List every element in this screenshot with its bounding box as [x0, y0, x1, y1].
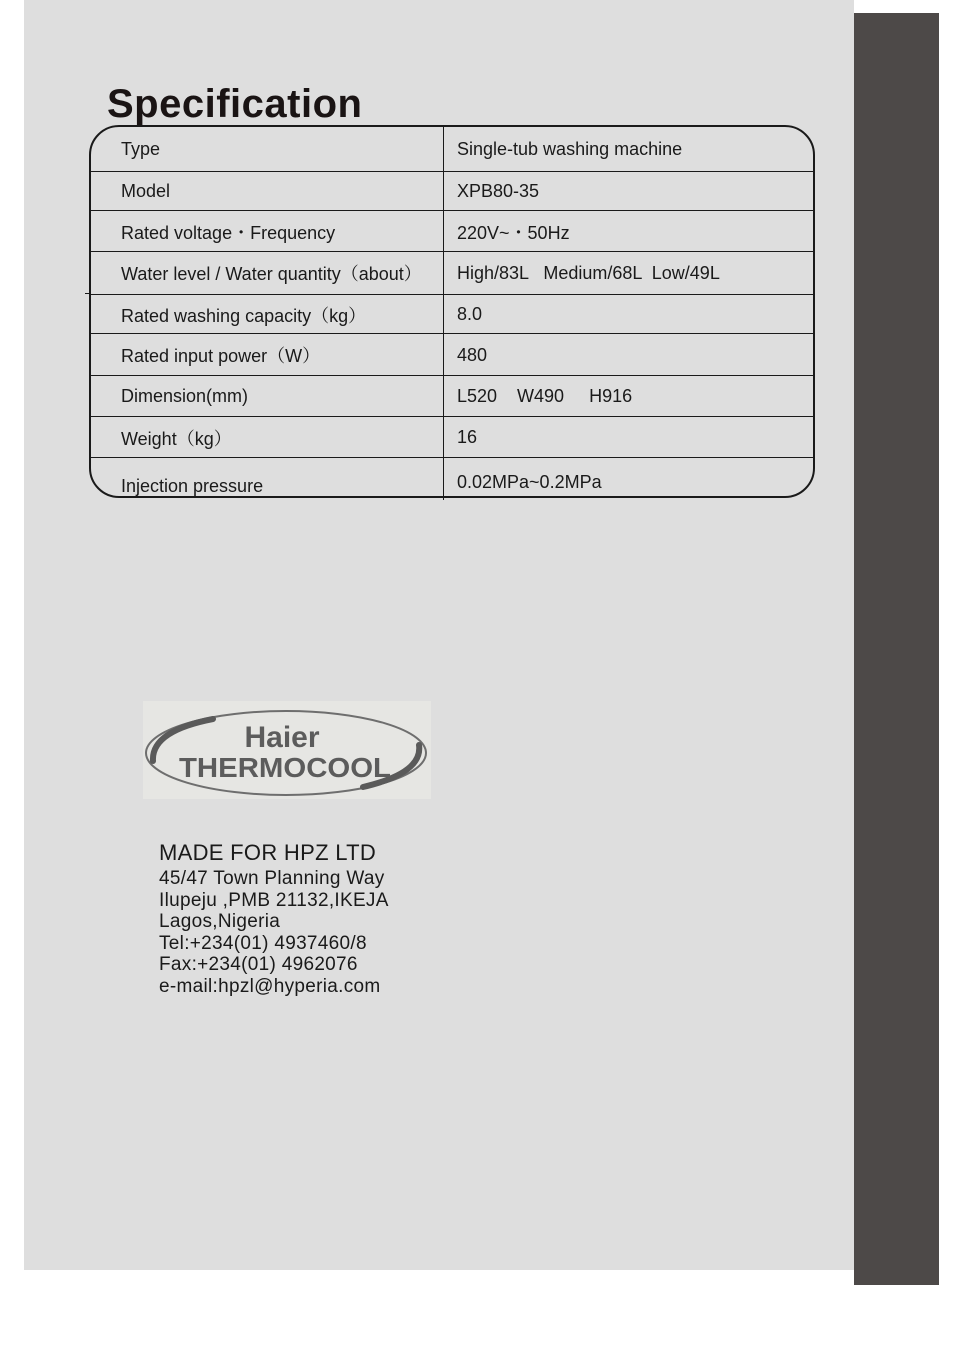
spec-value: High/83L Medium/68L Low/49L: [457, 262, 720, 283]
table-tick-mark: [85, 293, 91, 294]
spec-value: 16: [457, 427, 478, 447]
contact-line: Fax:+234(01) 4962076: [159, 954, 358, 976]
spec-label: Rated voltage・Frequency: [121, 222, 336, 243]
table-row: [91, 210, 813, 252]
spec-label: Injection pressure: [121, 476, 264, 496]
contact-line: Ilupeju ,PMB 21132,IKEJA: [159, 889, 389, 911]
page-title: Specification: [107, 82, 363, 126]
table-row: [91, 333, 813, 376]
spec-value: 8.0: [457, 304, 483, 324]
spec-value: XPB80-35: [457, 180, 540, 201]
table-row: [91, 294, 813, 334]
spec-value: 220V~・50Hz: [457, 222, 570, 243]
table-row: [91, 375, 813, 417]
spec-label: Rated washing capacity（kg）: [121, 305, 367, 326]
spec-label: Weight（kg）: [121, 428, 232, 449]
manufacturer-contact: [159, 838, 389, 998]
logo-text-thermocool: THERMOCOOL: [179, 752, 391, 783]
spec-table: [89, 125, 815, 498]
table-row: [91, 416, 813, 458]
spec-label: Rated input power（W）: [121, 346, 321, 366]
table-row: [91, 457, 813, 498]
spec-label: Model: [121, 180, 171, 201]
spec-value: 0.02MPa~0.2MPa: [457, 472, 602, 492]
table-row: [91, 127, 813, 171]
side-bar: [854, 13, 939, 1285]
logo-emblem-icon: [143, 701, 431, 799]
table-row: [91, 251, 813, 294]
company-name: MADE FOR HPZ LTD: [159, 840, 377, 865]
spec-label: Type: [121, 138, 161, 159]
spec-value: 480: [457, 344, 488, 365]
spec-label: Water level / Water quantity（about）: [121, 264, 422, 284]
contact-line: e-mail:hpzl@hyperia.com: [159, 975, 381, 997]
table-column-divider: [443, 127, 444, 500]
contact-line: Tel:+234(01) 4937460/8: [159, 932, 367, 954]
table-row: [91, 171, 813, 210]
spec-label: Dimension(mm): [121, 386, 249, 406]
contact-line: 45/47 Town Planning Way: [159, 868, 385, 889]
spec-value: Single-tub washing machine: [457, 138, 683, 159]
logo-text-haier: Haier: [244, 721, 320, 754]
contact-line: Lagos,Nigeria: [159, 911, 281, 933]
haier-thermocool-logo: [143, 701, 431, 799]
spec-value: L520 W490 H916: [457, 386, 633, 406]
